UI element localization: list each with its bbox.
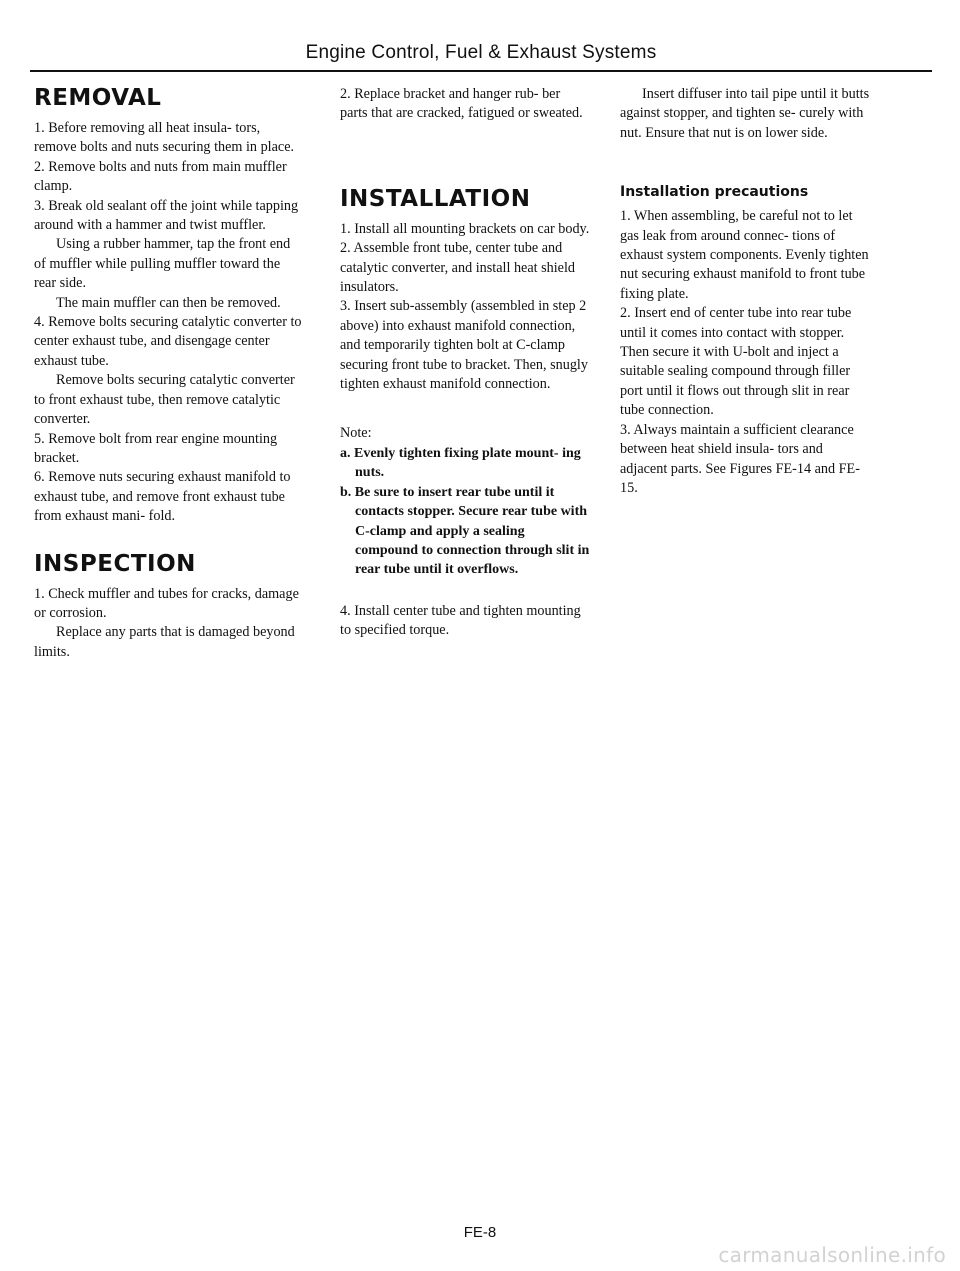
removal-step-3: 3. Break old sealant off the joint while tapping around with a hammer and twist muffler. [34, 197, 299, 234]
column-3 [620, 85, 872, 498]
inspection-paragraph: Replace any parts that is damaged beyond limits. [34, 624, 295, 660]
precaution-2: 2. Insert end of center tube into rear tube until it comes into contact with stopper. Then secure it with U-bolt and inject a suitable sealing compound through filler port until it flows out through slit in rear tube connection. [620, 305, 852, 419]
note-label: Note: [340, 425, 372, 442]
removal-step-5: 5. Remove bolt from rear engine mounting bracket. [34, 430, 278, 466]
precaution-3: 3. Always maintain a sufficient clearance between heat shield insula- tors and adjacent parts. See Figures FE-14 and FE-15. [620, 421, 860, 496]
page-header [30, 42, 932, 72]
precautions-heading: Installation precautions [620, 184, 809, 201]
installation-step-2: 2. Assemble front tube, center tube and catalytic converter, and install heat shield insulators. [340, 240, 576, 296]
diffuser-paragraph: Insert diffuser into tail pipe until it butts against stopper, and tighten se- curely with nut. Ensure that nut is on lower side. [620, 86, 870, 141]
installation-step-1: 1. Install all mounting brackets on car body. [340, 220, 590, 237]
column-1 [34, 85, 304, 662]
note-item-b: b. Be sure to insert rear tube until it contacts stopper. Secure rear tube with C-clamp and apply a sealing compound to connection through slit in rear tube until it overflows. [340, 484, 590, 578]
removal-paragraph: Remove bolts securing catalytic converter to front exhaust tube, then remove catalytic converter. [34, 372, 295, 428]
page-number: FE-8 [463, 1224, 497, 1241]
note-item-a: a. Evenly tighten fixing plate mount- ing nuts. [340, 445, 581, 481]
inspection-step-1: 1. Check muffler and tubes for cracks, damage or corrosion. [34, 585, 299, 621]
inspection-heading: INSPECTION [34, 550, 196, 577]
removal-step-6: 6. Remove nuts securing exhaust manifold to exhaust tube, and remove front exhaust tube from exhaust mani- fold. [34, 469, 291, 525]
removal-step-4: 4. Remove bolts securing catalytic converter to center exhaust tube, and disengage center exhaust tube. [34, 314, 302, 369]
installation-heading: INSTALLATION [340, 185, 531, 212]
removal-paragraph: Using a rubber hammer, tap the front end of muffler while pulling muffler toward the rear side. [34, 236, 291, 292]
header-rule [30, 70, 932, 72]
page-header-title: Engine Control, Fuel & Exhaust Systems [305, 42, 657, 63]
removal-step-2: 2. Remove bolts and nuts from main muffler clamp. [34, 158, 287, 195]
removal-heading: REMOVAL [34, 85, 162, 111]
removal-paragraph: The main muffler can then be removed. [56, 294, 281, 311]
removal-step-1: 1. Before removing all heat insula- tors, remove bolts and nuts securing them in place. [34, 120, 295, 156]
column-2 [340, 85, 590, 641]
watermark: carmanualsonline.info [718, 1243, 946, 1267]
removal-step-2-continued: 2. Replace bracket and hanger rub- ber parts that are cracked, fatigued or sweated. [340, 86, 583, 122]
precaution-1: 1. When assembling, be careful not to let gas leak from around connec- tions of exhaust system components. Evenly tighten nut securing exhaust manifold to front tube fixing plate. [620, 208, 869, 302]
installation-step-3: 3. Insert sub-assembly (assembled in step 2 above) into exhaust manifold connection, and temporarily tighten bolt at C-clamp securing front tube to bracket. Then, snugly tighten exhaust manifold connection. [340, 298, 588, 393]
installation-step-4: 4. Install center tube and tighten mounting to specified torque. [340, 602, 581, 639]
